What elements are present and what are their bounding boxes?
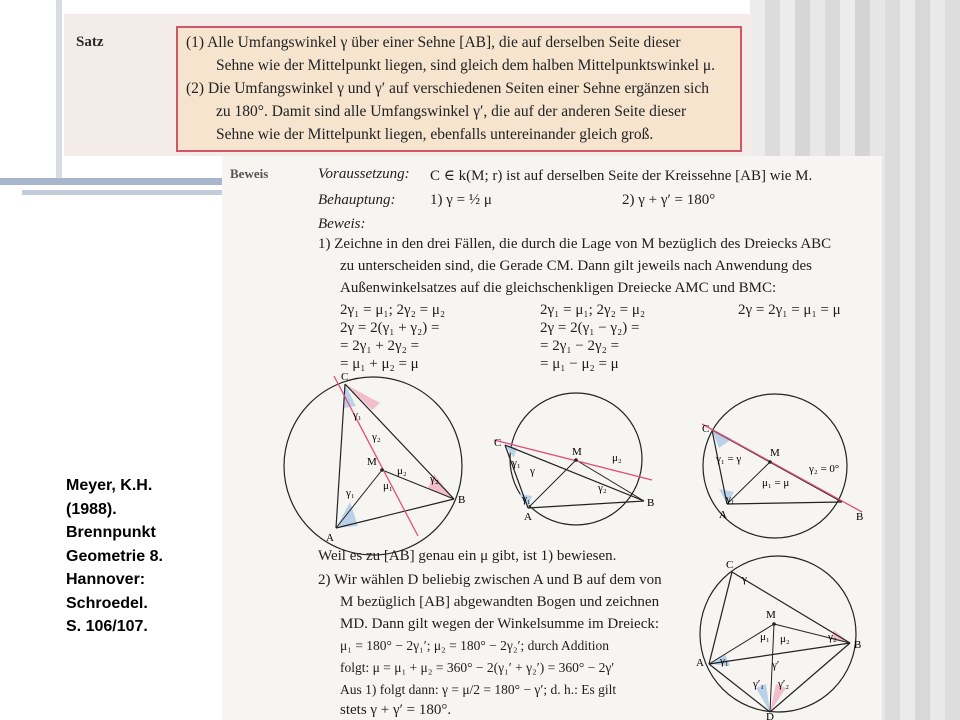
behauptung-1: 1) γ = ½ μ	[430, 192, 492, 208]
beweis-heading: Beweis:	[318, 216, 366, 232]
step1-line-2: zu unterscheiden sind, die Gerade CM. Dann gilt jeweils nach Anwendung des	[340, 258, 812, 274]
case3-line: 2γ = 2γ₁ = μ₁ = μ	[738, 302, 841, 318]
fig2-label-m: M	[572, 446, 582, 458]
deco-bar-vertical	[56, 0, 62, 178]
step1-conclusion: Weil es zu [AB] genau ein μ gibt, ist 1) bewiesen.	[318, 548, 617, 564]
proof-label: Beweis	[230, 166, 269, 181]
step2-line: stets γ + γ′ = 180°.	[340, 702, 452, 718]
figure-case-2	[494, 393, 654, 525]
fig4-label-m2: μ₂	[780, 633, 790, 645]
figure-case-3	[702, 394, 863, 538]
theorem-item-2-line-2: zu 180°. Damit sind alle Umfangswinkel γ′, die auf der anderen Seite dieser	[216, 103, 687, 120]
voraussetzung-label: Voraussetzung:	[318, 166, 410, 182]
case1-line: = μ₁ + μ₂ = μ	[340, 356, 419, 372]
figure-step-2	[696, 556, 861, 720]
fig4-label-g1p: γ′₁	[753, 678, 765, 690]
fig2-label-b: B	[647, 497, 655, 509]
citation-line: Schroedel.	[66, 594, 148, 612]
fig4-label-m1: μ₁	[760, 631, 770, 643]
case2-line: 2γ = 2(γ₁ − γ₂) =	[540, 320, 640, 336]
step2-line: 2) Wir wählen D beliebig zwischen A und B auf dem von	[318, 572, 662, 588]
fig1-label-m2: μ₂	[397, 465, 407, 477]
fig2-label-g: γ	[530, 465, 535, 477]
fig2-label-g1: γ₁	[512, 457, 521, 469]
fig2-label-c: C	[494, 437, 502, 449]
citation	[66, 474, 216, 639]
fig4-label-d: D	[766, 711, 774, 720]
citation-line: S. 106/107.	[66, 618, 148, 635]
fig3-label-m: M	[770, 447, 780, 459]
theorem-box	[176, 26, 742, 152]
fig2-label-g2: γ₂	[598, 482, 607, 494]
fig1-label-c: C	[341, 371, 349, 383]
theorem-item-1-line-2: Sehne wie der Mittelpunkt liegen, sind gleich dem halben Mittelpunktswinkel μ.	[216, 57, 716, 74]
fig4-label-m: M	[766, 609, 776, 621]
theorem-item-1-line-1: (1) Alle Umfangswinkel γ über einer Sehne [AB], die auf derselben Seite dieser	[186, 34, 681, 51]
citation-line: (1988).	[66, 500, 117, 518]
fig2-label-m2: μ₂	[612, 452, 622, 464]
fig3-label-g2zero: γ₂ = 0°	[809, 463, 840, 475]
fig2-label-g1-bottom: γ₁	[522, 493, 531, 505]
case2-line: = μ₁ − μ₂ = μ	[540, 356, 619, 372]
citation-line: Meyer, K.H.	[66, 477, 153, 494]
fig3-label-g1eq: γ₁ = γ	[716, 453, 742, 465]
citation-line: Geometrie 8.	[66, 547, 163, 565]
fig3-label-g1: γ₁	[726, 493, 735, 505]
fig1-label-g1: γ₁	[353, 409, 362, 421]
fig1-label-a: A	[326, 532, 334, 544]
case1-line: 2γ = 2(γ₁ + γ₂) =	[340, 320, 440, 336]
fig4-label-g1: γ₁	[720, 655, 729, 667]
step2-line: Aus 1) folgt dann: γ = μ/2 = 180° − γ′; d. h.: Es gilt	[340, 682, 617, 697]
behauptung-2: 2) γ + γ′ = 180°	[622, 192, 716, 208]
deco-bar-top	[0, 178, 225, 185]
citation-line: Hannover:	[66, 571, 146, 588]
step1-line-3: Außenwinkelsatzes auf die gleichschenkligen Dreiecke AMC und BMC:	[340, 280, 777, 296]
case1-line: = 2γ₁ + 2γ₂ =	[340, 338, 420, 354]
fig3-label-m1eq: μ₁ = μ	[762, 477, 790, 489]
step2-line: MD. Dann gilt wegen der Winkelsumme im Dreieck:	[340, 616, 660, 632]
fig3-label-b: B	[856, 511, 864, 523]
proof-figures	[222, 156, 882, 720]
theorem-item-2-line-1: (2) Die Umfangswinkel γ und γ′ auf verschiedenen Seiten einer Sehne ergänzen sich	[186, 80, 709, 97]
step2-line: folgt: μ = μ₁ + μ₂ = 360° − 2(γ₁′ + γ₂′) = 360° − 2γ′	[340, 660, 615, 675]
fig1-label-g1-bottom: γ₁	[346, 487, 355, 499]
theorem-item-2-line-3: Sehne wie der Mittelpunkt liegen, ebenfalls untereinander gleich groß.	[216, 126, 654, 143]
behauptung-label: Behauptung:	[318, 192, 396, 208]
fig4-label-gp: γ′	[772, 659, 780, 671]
fig1-label-m1: μ₁	[383, 480, 393, 492]
fig1-label-g2: γ₂	[372, 431, 381, 443]
fig1-label-g2-right: γ₂	[430, 473, 439, 485]
fig4-label-c: C	[726, 559, 734, 571]
step2-line: M bezüglich [AB] abgewandten Bogen und zeichnen	[340, 594, 660, 610]
fig3-label-c: C	[702, 423, 710, 435]
step1-line-1: 1) Zeichne in den drei Fällen, die durch die Lage von M bezüglich des Dreiecks ABC	[318, 236, 832, 252]
case1-line: 2γ₁ = μ₁; 2γ₂ = μ₂	[340, 302, 446, 318]
deco-bar-bottom	[22, 190, 225, 195]
fig1-label-b: B	[458, 494, 466, 506]
figure-case-1	[284, 371, 465, 555]
fig4-label-g2p: γ′₂	[778, 678, 790, 690]
fig4-label-a: A	[696, 657, 704, 669]
fig1-label-m: M	[367, 456, 377, 468]
case2-line: = 2γ₁ − 2γ₂ =	[540, 338, 620, 354]
fig4-label-g: γ	[742, 573, 747, 585]
fig4-label-b: B	[854, 639, 862, 651]
fig3-label-a: A	[719, 509, 727, 521]
voraussetzung-text: C ∈ k(M; r) ist auf derselben Seite der Kreissehne [AB] wie M.	[430, 168, 813, 184]
case2-line: 2γ₁ = μ₁; 2γ₂ = μ₂	[540, 302, 646, 318]
citation-line: Brennpunkt	[66, 524, 156, 541]
proof-scan	[222, 156, 882, 720]
fig2-label-a: A	[524, 511, 532, 523]
fig4-label-g2: γ₂	[828, 631, 837, 643]
theorem-scan	[64, 14, 752, 156]
step2-line: μ₁ = 180° − 2γ₁′; μ₂ = 180° − 2γ₂′; durch Addition	[340, 638, 610, 653]
theorem-label: Satz	[76, 34, 104, 50]
